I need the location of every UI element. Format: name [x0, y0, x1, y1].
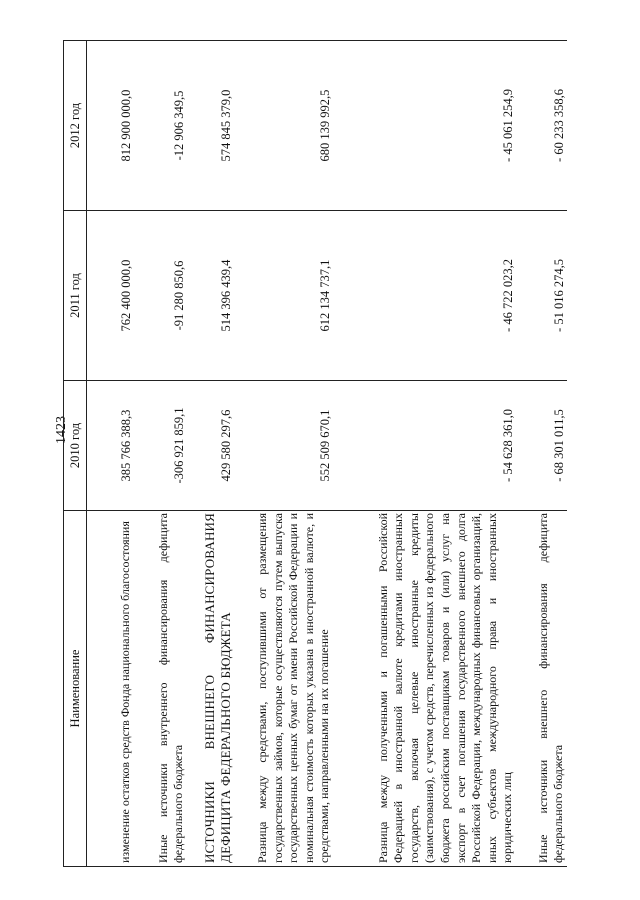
row-value-2010: 385 766 388,3	[87, 381, 135, 511]
header-year-2010: 2010 год	[64, 381, 87, 511]
row-value-2011: 762 400 000,0	[87, 211, 135, 381]
page-number: 1423	[54, 416, 69, 444]
row-value-2012: - 45 061 254,9	[333, 41, 516, 211]
row-value-2010: -306 921 859,1	[134, 381, 187, 511]
row-value-2010: 429 580 297,6	[187, 381, 234, 511]
table-row	[333, 41, 516, 867]
table-row	[187, 41, 234, 867]
header-name: Наименование	[64, 511, 87, 867]
header-year-2011: 2011 год	[64, 211, 87, 381]
table-row	[87, 41, 135, 867]
table-header	[64, 41, 87, 867]
budget-table-container	[63, 41, 569, 867]
header-year-2012: 2012 год	[64, 41, 87, 211]
row-value-2010: 552 509 670,1	[234, 381, 333, 511]
row-value-2011: 612 134 737,1	[234, 211, 333, 381]
row-value-2012: 812 900 000,0	[87, 41, 135, 211]
budget-financing-table	[63, 40, 567, 867]
row-name: изменение остатков средств Фонда национального благосостояния	[87, 511, 135, 867]
row-value-2011: - 51 016 274,5	[516, 211, 567, 381]
table-body	[87, 41, 568, 867]
row-value-2010: - 54 628 361,0	[333, 381, 516, 511]
row-name: Разница между средствами, поступившими от размещения государственных займов, которые осуществляются путем выпуска государственных ценных бумаг от имени Российской Федерации и номинальная стоимость которых указана в иностранной валюте, и средствами, направленными на их погашение	[234, 511, 333, 867]
row-value-2012: 574 845 379,0	[187, 41, 234, 211]
row-name: Иные источники внешнего финансирования дефицита федерального бюджета	[516, 511, 567, 867]
header-row	[64, 41, 87, 867]
table-row	[134, 41, 187, 867]
row-value-2011: 514 396 439,4	[187, 211, 234, 381]
row-value-2012: - 60 233 358,6	[516, 41, 567, 211]
table-row	[516, 41, 567, 867]
row-value-2011: -91 280 850,6	[134, 211, 187, 381]
row-value-2010: - 68 301 011,5	[516, 381, 567, 511]
row-value-2011: - 46 722 023,2	[333, 211, 516, 381]
row-name: Иные источники внутреннего финансирования дефицита федерального бюджета	[134, 511, 187, 867]
row-name: Разница между полученными и погашенными Российской Федерацией в иностранной валюте кредитами иностранных государств, включая целевые иностранные кредиты (заимствования), с учетом средств, перечисленных из федерального бюджета российским поставщикам товаров и (или) услуг на экспорт в счет погашения государственного внешнего долга Российской Федерации, международных финансовых организаций, иных субъектов международного права и иностранных юридических лиц	[333, 511, 516, 867]
table-row	[234, 41, 333, 867]
row-value-2012: -12 906 349,5	[134, 41, 187, 211]
row-value-2012: 680 139 992,5	[234, 41, 333, 211]
row-name-section-heading: ИСТОЧНИКИ ВНЕШНЕГО ФИНАНСИРОВАНИЯ ДЕФИЦИТА ФЕДЕРАЛЬНОГО БЮДЖЕТА	[187, 511, 234, 867]
